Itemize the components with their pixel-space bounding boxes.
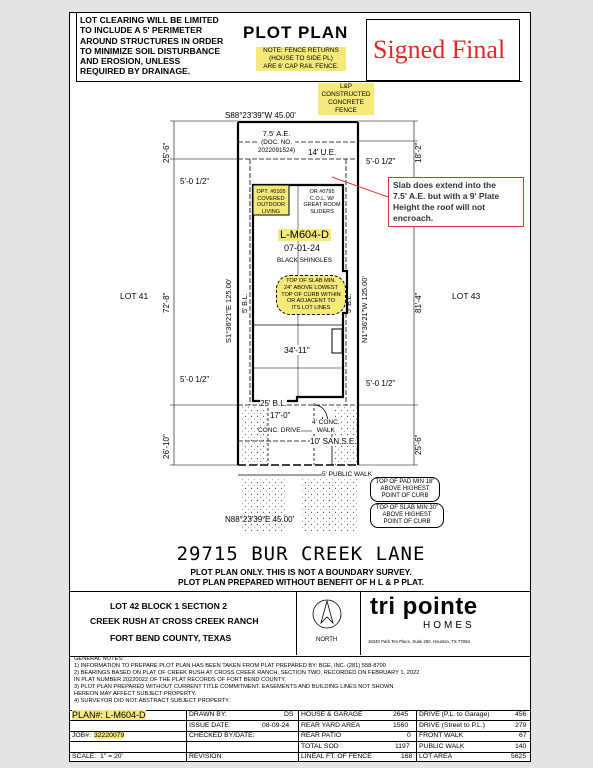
builder-divider bbox=[360, 591, 361, 655]
yard-hatch-right bbox=[333, 405, 357, 465]
slab-note: TOP OF SLAB MIN. 24" ABOVE LOWEST TOP OF CURB WITHIN OR ADJACENT TO ITS LOT LINES bbox=[276, 275, 346, 315]
bl-right-label: 5' B.L. bbox=[346, 293, 353, 313]
legal-line1: LOT 42 BLOCK 1 SECTION 2 bbox=[110, 601, 227, 611]
north-label: NORTH bbox=[316, 637, 338, 643]
issue-date-label: ISSUE DATE: bbox=[189, 721, 231, 729]
col-note: OR #0795 C.O.L. W/ GREAT ROOM SLIDERS bbox=[303, 189, 341, 215]
plan-code-label: L-M604-D bbox=[280, 229, 329, 241]
dim-left-bottom: 26'-10" bbox=[162, 434, 171, 459]
dim-left-mid: 72'-8" bbox=[162, 292, 171, 313]
dim-top-left: 25'-6" bbox=[162, 142, 171, 163]
area2-label-5: LOT AREA bbox=[419, 753, 453, 760]
bottom-bearing: N88°23'39"E 45.00' bbox=[225, 515, 295, 524]
bl-front-label: 25' B.L. bbox=[260, 399, 287, 408]
signed-final-stamp: Signed Final bbox=[373, 35, 506, 64]
setback-upper-left: 5'-0 1/2" bbox=[180, 177, 210, 186]
title-block bbox=[70, 710, 531, 762]
drive-width-label: 17'-0" bbox=[270, 411, 291, 420]
ue-label: 14' U.E. bbox=[308, 148, 337, 157]
address-sub2: PLOT PLAN PREPARED WITHOUT BENEFIT OF H L & P PLAT. bbox=[178, 577, 424, 587]
area2-value-4: 140 bbox=[515, 742, 527, 750]
street-hatch-right bbox=[302, 479, 358, 531]
public-walk-label: 5' PUBLIC WALK bbox=[322, 471, 373, 478]
north-arrow-icon bbox=[310, 597, 344, 631]
street-address: 29715 BUR CREEK LANE bbox=[176, 543, 426, 565]
width-dim: 34'-11" bbox=[284, 345, 310, 355]
drawn-by-label: DRAWN BY: bbox=[189, 711, 227, 718]
address-sub1: PLOT PLAN ONLY. THIS IS NOT A BOUNDARY SURVEY. bbox=[190, 567, 412, 577]
general-notes: GENERAL NOTES: 1) INFORMATION TO PREPARE PLOT PLAN HAS BEEN TAKEN FROM PLAT PREPARED BY: BGE, INC. (281) 558-8700 2) BEARINGS BASED ON PLAT OF CREEK RUSH AT CROSS CREEK RANCH, SECTION TWO, RECORDED ON FEBRUARY 1, 2022 IN PLAT NUMBER 20220022 OF THE PLAT RECORDS OF FORT BEND COUNTY. 3) PLOT PLAN PREPARED WITHOUT CURRENT TITLE COMMITMENT. EASEMENTS AND BUILDING LINES NOT SHOWN HEREON MAY AFFECT SUBJECT PROPERTY. 4) SURVEYOR DID NOT ABSTRACT SUBJECT PROPERTY. bbox=[74, 656, 420, 704]
area2-label-3: FRONT WALK bbox=[419, 732, 464, 739]
dim-top-right: 18'-2" bbox=[414, 142, 423, 163]
builder-homes: HOMES bbox=[423, 620, 475, 631]
concrete-fence-note: L&P CONSTRUCTED CONCRETE FENCE bbox=[318, 83, 374, 115]
lot-clearing-note: LOT CLEARING WILL BE LIMITED TO INCLUDE A 5' PERIMETER AROUND STRUCTURES IN ORDER TO MINIMIZE SOIL DISTURBANCE AND EROSION, UNLESS REQUIRED BY DRAINAGE. bbox=[80, 15, 244, 77]
area-label-5: LINEAL FT. OF FENCE bbox=[301, 753, 372, 760]
pad-note: TOP OF PAD MIN 18" ABOVE HIGHEST POINT OF CURB bbox=[370, 477, 440, 502]
area2-value-1: 456 bbox=[515, 711, 527, 718]
area2-label-2: DRIVE (Street to P.L.) bbox=[419, 721, 485, 729]
job-number: 32220079 bbox=[94, 732, 125, 739]
legal-divider bbox=[296, 591, 297, 655]
plan-number-label: PLAN#: L-M604-D bbox=[72, 710, 146, 720]
bl-left-label: 5' B.L. bbox=[242, 293, 249, 313]
area-value-4: 1197 bbox=[395, 742, 410, 750]
san-se-label: 10' SAN.S.E. bbox=[310, 437, 357, 446]
area-label-3: REAR PATIO bbox=[301, 732, 342, 739]
fence-note: NOTE: FENCE RETURNS (HOUSE TO SIDE PL) ARE 6' CAP RAIL FENCE. bbox=[256, 47, 346, 71]
top-bearing: S88°23'39"W 45.00' bbox=[225, 111, 296, 120]
legal-line2: CREEK RUSH AT CROSS CREEK RANCH bbox=[90, 616, 259, 626]
plan-date-label: 07-01-24 bbox=[284, 243, 321, 253]
page-title: PLOT PLAN bbox=[243, 23, 349, 42]
area-value-5: 168 bbox=[401, 753, 413, 760]
plot-plan-sheet bbox=[69, 12, 531, 762]
area2-value-2: 279 bbox=[515, 721, 527, 729]
revision-label: REVISION: bbox=[189, 753, 224, 760]
job-label: JOB#: bbox=[72, 732, 91, 739]
area-label-2: REAR YARD AREA bbox=[301, 721, 361, 729]
area-value-1: 2645 bbox=[393, 711, 409, 718]
area-value-3: 0 bbox=[407, 732, 411, 739]
drawn-by-value: DS bbox=[284, 711, 294, 718]
address-block bbox=[70, 541, 531, 591]
left-bearing: S1°36'21"E 125.00' bbox=[224, 278, 233, 343]
area2-label-1: DRIVE (P.L. to Garage) bbox=[419, 711, 490, 718]
dim-right-mid: 81'-4" bbox=[414, 292, 423, 313]
builder-address: 16340 Park Ten Place, Suite 250, Houston, TX 77084 bbox=[368, 639, 470, 644]
builder-logo: tri pointe bbox=[370, 593, 478, 620]
area2-value-5: 5625 bbox=[511, 753, 527, 760]
right-bearing: N1°36'21"W 125.00' bbox=[360, 276, 369, 343]
scale-value: 1" = 20' bbox=[100, 753, 123, 760]
conc-walk-label: 4' CONC. WALK bbox=[312, 419, 340, 434]
scale-label: SCALE: bbox=[72, 753, 97, 760]
area2-value-3: 67 bbox=[519, 732, 527, 739]
covered-living-label: OPT. #0105 COVERED OUTDOOR LIVING bbox=[256, 189, 286, 215]
legal-line3: FORT BEND COUNTY, TEXAS bbox=[110, 633, 232, 643]
setback-lower-right: 5'-0 1/2" bbox=[366, 379, 396, 388]
issue-date-value: 08-09-24 bbox=[262, 721, 290, 729]
slab-min-note: TOP OF SLAB MIN 30" ABOVE HIGHEST POINT OF CURB bbox=[370, 503, 444, 528]
area2-label-4: PUBLIC WALK bbox=[419, 742, 465, 750]
walk-outline bbox=[314, 405, 332, 465]
yard-hatch-left bbox=[240, 405, 267, 465]
lot-left-label: LOT 41 bbox=[120, 291, 149, 301]
area-value-2: 1560 bbox=[393, 721, 409, 729]
checked-by-label: CHECKED BY/DATE: bbox=[189, 732, 255, 739]
slab-callout: Slab does extend into the 7.5' A.E. but with a 9' Plate Height the roof will not encroach. bbox=[388, 177, 524, 227]
roof-label: BLACK SHINGLES bbox=[277, 257, 333, 264]
area-label-1: HOUSE & GARAGE bbox=[301, 711, 363, 718]
conc-drive-label: CONC. DRIVE bbox=[258, 427, 301, 434]
area-label-4: TOTAL SOD bbox=[301, 742, 339, 750]
ae-label: 7.5' A.E. (DOC. NO. 2022091524) bbox=[258, 129, 296, 154]
setback-lower-left: 5'-0 1/2" bbox=[180, 375, 210, 384]
setback-upper-right: 5'-0 1/2" bbox=[366, 157, 396, 166]
lot-right-label: LOT 43 bbox=[452, 291, 481, 301]
dim-right-bottom: 25'-6" bbox=[414, 434, 423, 455]
